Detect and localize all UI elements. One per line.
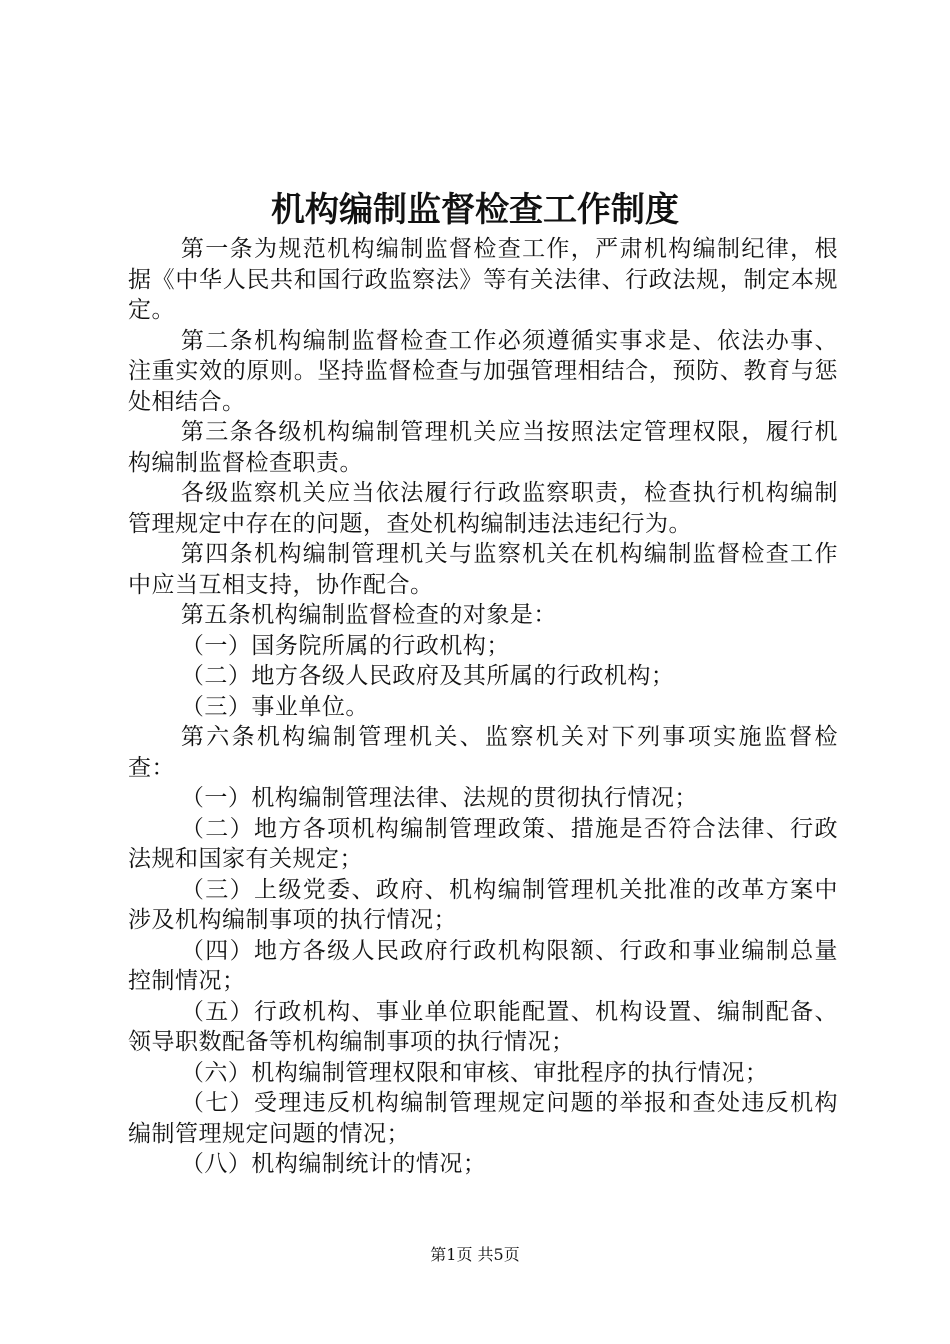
paragraph-article-4: 第四条机构编制管理机关与监察机关在机构编制监督检查工作中应当互相支持，协作配合。 <box>128 541 838 598</box>
list-item-article-6-2: （二）地方各项机构编制管理政策、措施是否符合法律、行政法规和国家有关规定； <box>128 815 838 872</box>
paragraph-article-6: 第六条机构编制管理机关、监察机关对下列事项实施监督检查： <box>128 724 838 781</box>
paragraph-article-3-supervision: 各级监察机关应当依法履行行政监察职责，检查执行机构编制管理规定中存在的问题，查处机构编制违法违纪行为。 <box>128 480 838 537</box>
paragraph-article-3: 第三条各级机构编制管理机关应当按照法定管理权限，履行机构编制监督检查职责。 <box>128 419 838 476</box>
list-item-article-6-6: （六）机构编制管理权限和审核、审批程序的执行情况； <box>180 1059 769 1086</box>
paragraph-article-5: 第五条机构编制监督检查的对象是： <box>180 602 557 628</box>
paragraph-article-2: 第二条机构编制监督检查工作必须遵循实事求是、依法办事、注重实效的原则。坚持监督检查与加强管理相结合，预防、教育与惩处相结合。 <box>128 327 838 415</box>
list-item-article-6-3: （三）上级党委、政府、机构编制管理机关批准的改革方案中涉及机构编制事项的执行情况； <box>128 876 838 933</box>
list-item-article-5-3: （三）事业单位。 <box>180 693 369 720</box>
document-title: 机构编制监督检查工作制度 <box>271 190 679 230</box>
document-body <box>128 234 838 1180</box>
list-item-article-6-5: （五）行政机构、事业单位职能配置、机构设置、编制配备、领导职数配备等机构编制事项的执行情况； <box>128 998 838 1055</box>
page-footer: 第1页 共5页 <box>430 1245 520 1264</box>
list-item-article-5-1: （一）国务院所属的行政机构； <box>180 632 510 659</box>
list-item-article-6-4: （四）地方各级人民政府行政机构限额、行政和事业编制总量控制情况； <box>128 937 838 994</box>
list-item-article-5-2: （二）地方各级人民政府及其所属的行政机构； <box>180 663 675 689</box>
list-item-article-6-7: （七）受理违反机构编制管理规定问题的举报和查处违反机构编制管理规定问题的情况； <box>128 1090 838 1147</box>
paragraph-article-1: 第一条为规范机构编制监督检查工作，严肃机构编制纪律，根据《中华人民共和国行政监察法》等有关法律、行政法规，制定本规定。 <box>128 236 838 323</box>
list-item-article-6-1: （一）机构编制管理法律、法规的贯彻执行情况； <box>180 785 698 811</box>
list-item-article-6-8: （八）机构编制统计的情况； <box>180 1151 487 1177</box>
